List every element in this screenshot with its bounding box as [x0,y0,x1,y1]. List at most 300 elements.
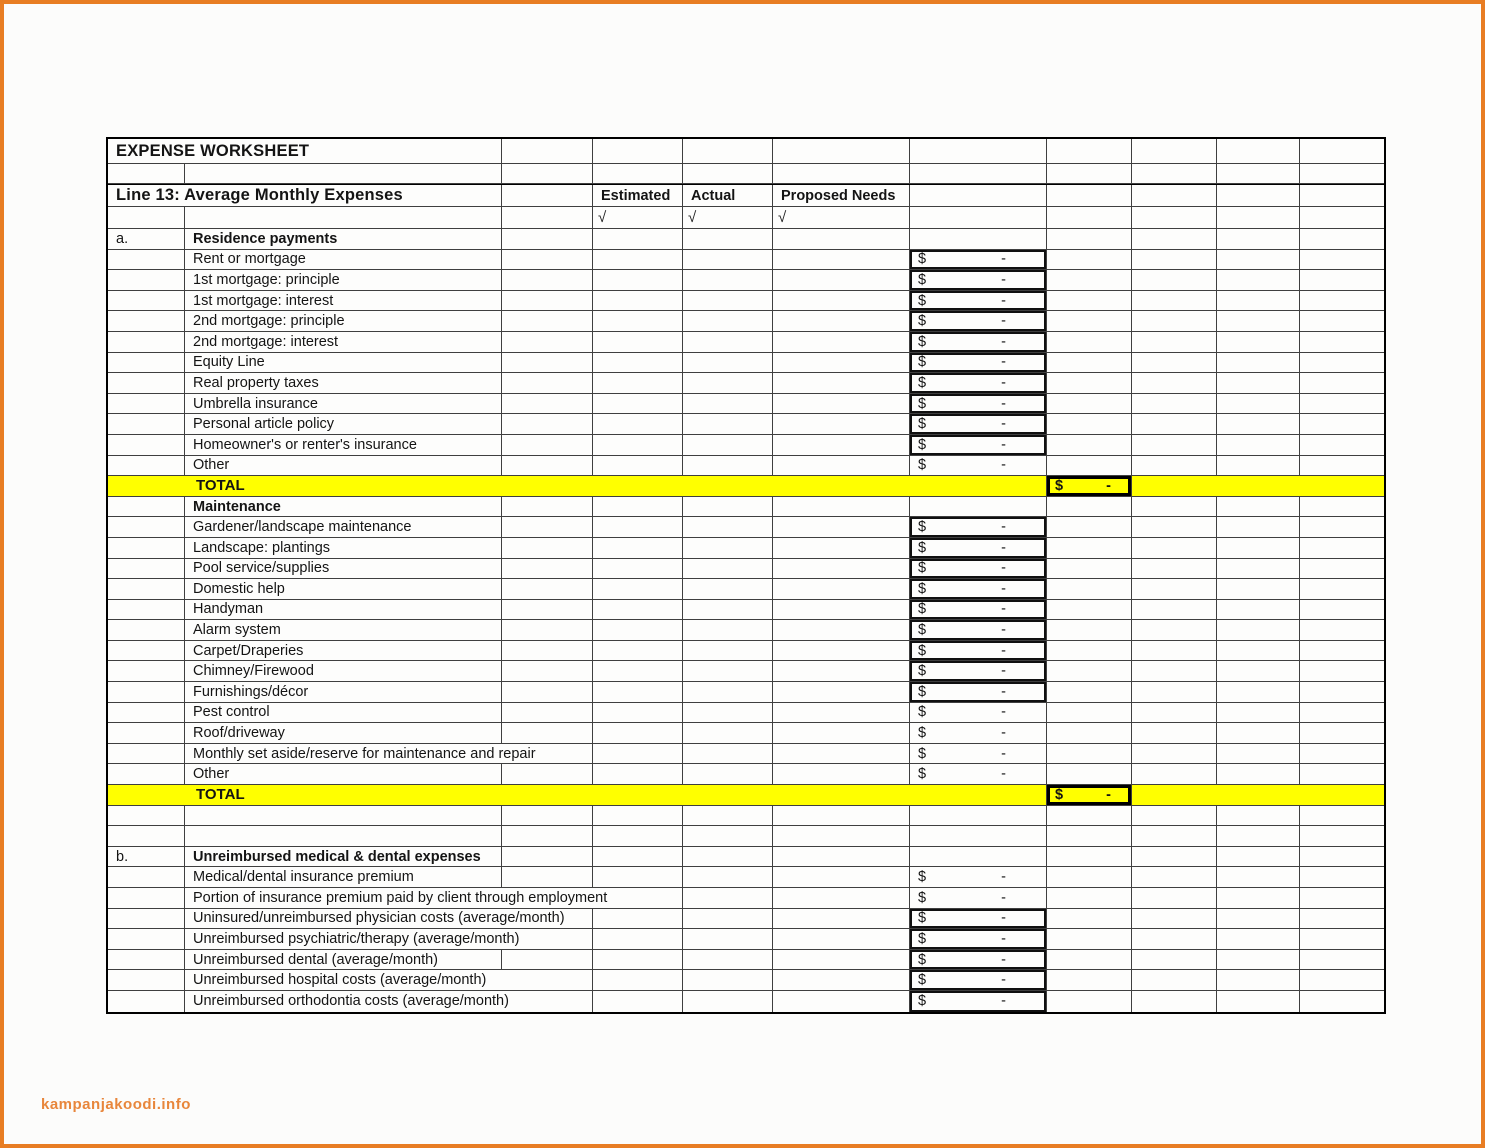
grid-cell [502,332,593,352]
grid-cell [502,291,593,311]
dash-value: - [1001,436,1006,453]
grid-cell [1047,641,1132,661]
col-header-actual: Actual [683,185,773,206]
grid-cell [1217,373,1300,393]
grid-cell [1217,970,1300,990]
grid-cell [593,929,683,949]
dash-value: - [1001,642,1006,659]
grid-cell [185,826,502,846]
grid-cell [502,620,593,640]
grid-cell [1300,600,1384,620]
grid-cell [683,414,773,434]
grid-cell [1217,291,1300,311]
grid-cell [1132,620,1217,640]
grid-cell [1217,185,1300,206]
grid-cell [1300,414,1384,434]
row-unreimbursed-medical-dental-expenses [108,847,1384,868]
grid-cell [1047,744,1132,764]
money-cell [910,332,1047,352]
grid-cell [1132,888,1217,908]
grid-cell [108,250,185,270]
grid-cell [773,970,910,990]
grid-cell [1132,661,1217,681]
row-total [108,476,1384,497]
money-cell [910,991,1047,1012]
grid-cell [683,723,773,743]
grid-cell [108,991,185,1012]
grid-cell [1047,723,1132,743]
grid-cell [1132,139,1217,163]
grid-cell [1217,353,1300,373]
grid-cell [1047,579,1132,599]
grid-cell [108,270,185,290]
grid-cell [773,579,910,599]
row-checks [108,207,1384,229]
grid-cell [502,826,593,846]
grid-cell [1300,394,1384,414]
row-medical-dental-insurance-premium [108,867,1384,888]
grid-cell [773,394,910,414]
grid-cell [1132,867,1217,887]
grid-cell [683,950,773,970]
grid-cell [683,620,773,640]
grid-cell [108,970,185,990]
grid-cell [1300,497,1384,517]
dash-value: - [1001,292,1006,309]
grid-cell [593,456,683,476]
grid-cell [502,185,593,206]
item-label: Equity Line [185,353,502,373]
money-cell [910,867,1047,887]
grid-cell [502,497,593,517]
row-blank [108,806,1384,827]
dollar-sign: $ [918,354,927,371]
grid-cell [1047,682,1132,702]
grid-cell [593,991,683,1012]
grid-cell [1217,435,1300,455]
row-landscape-plantings [108,538,1384,559]
row-pest-control [108,703,1384,724]
grid-cell [1300,682,1384,702]
grid-cell [910,164,1047,183]
grid-cell [683,497,773,517]
grid-cell [1217,723,1300,743]
grid-cell [1300,139,1384,163]
grid-cell [1047,332,1132,352]
grid-cell [773,682,910,702]
grid-cell [773,353,910,373]
grid-cell [773,950,910,970]
grid-cell [773,723,910,743]
row-real-property-taxes [108,373,1384,394]
grid-cell [593,373,683,393]
dollar-sign: $ [918,251,927,268]
grid-cell [773,456,910,476]
item-label: Rent or mortgage [185,250,502,270]
grid-cell [1217,517,1300,537]
grid-cell [502,950,593,970]
row-1st-mortgage-interest [108,291,1384,312]
grid-cell [1300,744,1384,764]
grid-cell [1132,185,1217,206]
dollar-sign: $ [918,292,927,309]
total-money-cell [1047,785,1132,805]
money-cell [910,559,1047,579]
grid-cell [1132,476,1384,496]
section-letter: a. [108,229,185,249]
money-cell [910,703,1047,723]
total-label: TOTAL [108,476,1047,496]
grid-cell [1132,164,1217,183]
money-cell [910,661,1047,681]
grid-cell [1300,538,1384,558]
grid-cell [1300,229,1384,249]
grid-cell [1300,435,1384,455]
dash-value: - [1001,416,1006,433]
grid-cell [593,723,683,743]
sheet-title: EXPENSE WORKSHEET [108,139,502,163]
grid-cell [502,682,593,702]
grid-cell [1047,888,1132,908]
dollar-sign: $ [918,972,927,989]
grid-cell [1217,456,1300,476]
check-icon: √ [593,207,683,228]
dollar-sign: $ [918,457,927,474]
grid-cell [773,139,910,163]
grid-cell [1047,929,1132,949]
grid-cell [1217,682,1300,702]
grid-cell [502,538,593,558]
grid-cell [1300,847,1384,867]
grid-cell [593,353,683,373]
money-cell [910,929,1047,949]
grid-cell [185,164,502,183]
grid-cell [593,744,683,764]
item-label: Pest control [185,703,502,723]
grid-cell [910,497,1047,517]
grid-cell [1132,291,1217,311]
grid-cell [1217,207,1300,228]
item-label: Other [185,764,502,784]
grid-cell [593,641,683,661]
item-label: Homeowner's or renter's insurance [185,435,502,455]
grid-cell [1217,661,1300,681]
grid-cell [593,291,683,311]
grid-cell [1300,641,1384,661]
dash-value: - [1001,457,1006,474]
grid-cell [1132,970,1217,990]
item-label: Unreimbursed psychiatric/therapy (average/month) [185,929,593,949]
money-cell [910,353,1047,373]
dollar-sign: $ [1055,477,1064,494]
grid-cell [1132,559,1217,579]
worksheet-table [106,137,1386,1014]
grid-cell [502,641,593,661]
grid-cell [1300,332,1384,352]
grid-cell [593,332,683,352]
item-label: Other [185,456,502,476]
grid-cell [773,414,910,434]
item-label: Handyman [185,600,502,620]
grid-cell [910,826,1047,846]
grid-cell [1300,207,1384,228]
grid-cell [910,207,1047,228]
grid-cell [1047,229,1132,249]
row-unreimbursed-dental-average-month [108,950,1384,971]
grid-cell [593,847,683,867]
grid-cell [683,682,773,702]
grid-cell [1300,270,1384,290]
row-gardener-landscape-maintenance [108,517,1384,538]
dollar-sign: $ [918,993,927,1010]
grid-cell [683,867,773,887]
grid-cell [1132,991,1217,1012]
grid-cell [1300,185,1384,206]
grid-cell [1047,497,1132,517]
grid-cell [1132,723,1217,743]
item-label: Chimney/Firewood [185,661,502,681]
item-label: Unreimbursed orthodontia costs (average/month) [185,991,593,1012]
row-alarm-system [108,620,1384,641]
grid-cell [502,661,593,681]
row-umbrella-insurance [108,394,1384,415]
grid-cell [1217,311,1300,331]
grid-cell [1047,806,1132,826]
grid-cell [1132,353,1217,373]
grid-cell [502,517,593,537]
item-label: 1st mortgage: interest [185,291,502,311]
grid-cell [683,517,773,537]
money-cell [910,517,1047,537]
grid-cell [1047,250,1132,270]
dollar-sign: $ [918,930,927,947]
dollar-sign: $ [918,416,927,433]
item-label: Uninsured/unreimbursed physician costs (average/month) [185,909,593,929]
money-cell [910,909,1047,929]
grid-cell [1132,764,1217,784]
grid-cell [502,867,593,887]
money-cell [910,435,1047,455]
row-monthly-set-aside-reserve-for-maintenance-and-repair [108,744,1384,765]
grid-cell [773,270,910,290]
item-label: Portion of insurance premium paid by client through employment [185,888,683,908]
grid-cell [108,435,185,455]
item-label: Carpet/Draperies [185,641,502,661]
col-header-estimated: Estimated [593,185,683,206]
grid-cell [773,620,910,640]
row-pool-service-supplies [108,559,1384,580]
grid-cell [1300,970,1384,990]
grid-cell [1132,847,1217,867]
item-label: Monthly set aside/reserve for maintenance and repair [185,744,593,764]
grid-cell [1047,207,1132,228]
money-cell [910,641,1047,661]
grid-cell [683,744,773,764]
money-cell [910,311,1047,331]
grid-cell [185,207,502,228]
grid-cell [1132,270,1217,290]
grid-cell [773,435,910,455]
grid-cell [1132,600,1217,620]
dollar-sign: $ [918,766,927,783]
grid-cell [773,847,910,867]
grid-cell [1300,353,1384,373]
dash-value: - [1001,725,1006,742]
total-label: TOTAL [108,785,1047,805]
grid-cell [683,970,773,990]
dash-value: - [1001,869,1006,886]
grid-cell [502,270,593,290]
grid-cell [502,847,593,867]
grid-cell [683,164,773,183]
grid-cell [1217,559,1300,579]
row-uninsured-unreimbursed-physician-costs-average-month [108,909,1384,930]
grid-cell [593,559,683,579]
grid-cell [1132,517,1217,537]
grid-cell [1217,229,1300,249]
grid-cell [1300,867,1384,887]
grid-cell [1217,414,1300,434]
grid-cell [773,291,910,311]
grid-cell [593,517,683,537]
grid-cell [108,353,185,373]
grid-cell [1217,744,1300,764]
grid-cell [683,929,773,949]
grid-cell [1217,909,1300,929]
grid-cell [683,291,773,311]
grid-cell [683,353,773,373]
grid-cell [1132,682,1217,702]
dollar-sign: $ [918,889,927,906]
grid-cell [683,600,773,620]
grid-cell [773,517,910,537]
dash-value: - [1001,951,1006,968]
row-gap [108,164,1384,184]
grid-cell [1300,620,1384,640]
grid-cell [108,641,185,661]
item-label: Furnishings/décor [185,682,502,702]
money-cell [910,600,1047,620]
grid-cell [773,991,910,1012]
grid-cell [502,353,593,373]
grid-cell [1132,703,1217,723]
grid-cell [108,373,185,393]
grid-cell [593,270,683,290]
grid-cell [593,826,683,846]
grid-cell [108,291,185,311]
grid-cell [1217,139,1300,163]
grid-cell [1217,867,1300,887]
row-expense-worksheet [108,139,1384,164]
grid-cell [910,185,1047,206]
money-cell [910,579,1047,599]
item-label: 2nd mortgage: interest [185,332,502,352]
grid-cell [1132,229,1217,249]
section-label: Unreimbursed medical & dental expenses [185,847,502,867]
subsection-label: Maintenance [185,497,502,517]
item-label: Roof/driveway [185,723,502,743]
dollar-sign: $ [918,622,927,639]
dollar-sign: $ [918,683,927,700]
item-label: Unreimbursed hospital costs (average/month) [185,970,593,990]
dollar-sign: $ [918,580,927,597]
grid-cell [1300,764,1384,784]
dollar-sign: $ [918,395,927,412]
grid-cell [1047,661,1132,681]
grid-cell [683,250,773,270]
money-cell [910,414,1047,434]
dollar-sign: $ [918,436,927,453]
grid-cell [683,826,773,846]
grid-cell [108,414,185,434]
money-cell [910,682,1047,702]
grid-cell [593,229,683,249]
row-line-13-average-monthly-expenses [108,184,1384,207]
dash-value: - [1001,972,1006,989]
dash-value: - [1001,930,1006,947]
grid-cell [1132,929,1217,949]
item-label: 2nd mortgage: principle [185,311,502,331]
grid-cell [1300,806,1384,826]
grid-cell [1047,185,1132,206]
grid-cell [1300,888,1384,908]
row-blank [108,826,1384,847]
money-cell [910,970,1047,990]
grid-cell [773,641,910,661]
grid-cell [185,806,502,826]
grid-cell [108,723,185,743]
grid-cell [1300,373,1384,393]
grid-cell [108,764,185,784]
grid-cell [1300,291,1384,311]
grid-cell [108,888,185,908]
row-domestic-help [108,579,1384,600]
money-cell [910,744,1047,764]
dash-value: - [1001,539,1006,556]
grid-cell [683,332,773,352]
row-maintenance [108,497,1384,518]
grid-cell [502,229,593,249]
money-cell [910,764,1047,784]
grid-cell [593,497,683,517]
grid-cell [910,847,1047,867]
row-other [108,764,1384,785]
row-2nd-mortgage-interest [108,332,1384,353]
item-label: Umbrella insurance [185,394,502,414]
grid-cell [108,682,185,702]
grid-cell [593,600,683,620]
grid-cell [1217,703,1300,723]
grid-cell [593,311,683,331]
grid-cell [593,579,683,599]
grid-cell [1217,250,1300,270]
grid-cell [1132,250,1217,270]
money-cell [910,538,1047,558]
item-label: Personal article policy [185,414,502,434]
grid-cell [502,600,593,620]
grid-cell [683,456,773,476]
row-unreimbursed-hospital-costs-average-month [108,970,1384,991]
grid-cell [1132,744,1217,764]
item-label: 1st mortgage: principle [185,270,502,290]
grid-cell [683,538,773,558]
grid-cell [683,373,773,393]
grid-cell [593,806,683,826]
grid-cell [502,373,593,393]
grid-cell [773,538,910,558]
grid-cell [773,311,910,331]
row-other [108,456,1384,477]
